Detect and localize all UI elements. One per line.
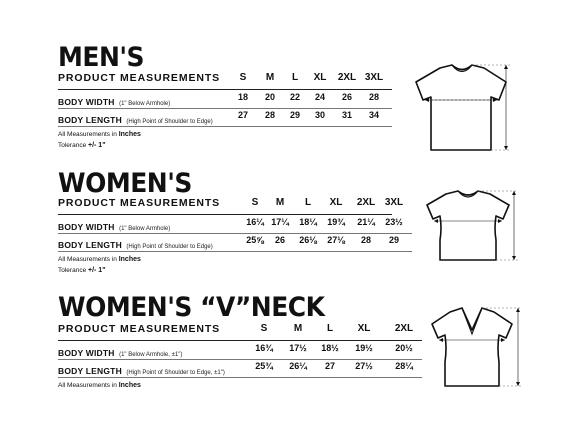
value: 28 (264, 110, 275, 120)
note-text: All Measurements in (58, 131, 119, 138)
row-label (58, 361, 225, 379)
value: 28 (360, 235, 371, 245)
womens-body-length-row (58, 233, 412, 252)
row-label-sub: (1" Below Armhole) (119, 226, 171, 232)
measurement-unit-note (58, 129, 141, 140)
vneck-tshirt-diagram (420, 304, 532, 394)
size-m: M (293, 323, 303, 334)
vneck-title: WOMEN'S “V”NECK (58, 291, 325, 323)
value: 19¾ (327, 217, 345, 227)
size-m: M (265, 72, 275, 83)
value: 17¼ (271, 217, 289, 227)
vneck-header-row (58, 322, 422, 341)
value: 31 (341, 110, 352, 120)
value: 27½ (355, 361, 373, 371)
note-unit: Inches (118, 382, 141, 389)
value: 24 (314, 92, 325, 102)
row-label-main: BODY LENGTH (58, 366, 122, 376)
womens-tshirt-diagram (412, 188, 532, 270)
value: 16¼ (246, 217, 264, 227)
note-text: Tolerance (58, 267, 88, 274)
womens-title: WOMEN'S (58, 167, 192, 199)
size-2xl: 2XL (337, 72, 357, 83)
size-l: L (304, 197, 312, 208)
value: 34 (368, 110, 379, 120)
mens-body-width-row (58, 90, 392, 109)
row-label-sub: (High Point of Shoulder to Edge) (126, 244, 213, 250)
note-unit: Inches (118, 131, 141, 138)
value: 26⅛ (299, 235, 317, 245)
note-text: All Measurements in (58, 256, 119, 263)
size-m: M (275, 197, 285, 208)
value: 18 (237, 92, 248, 102)
size-xl: XL (357, 323, 371, 334)
value: 20 (264, 92, 275, 102)
mens-header-row (58, 71, 392, 90)
vneck-header-label: PRODUCT MEASUREMENTS (58, 323, 221, 335)
row-label-sub: (High Point of Shoulder to Edge) (126, 119, 213, 125)
womens-header-row (58, 196, 404, 215)
value: 26 (274, 235, 285, 245)
note-tolerance: +/- 1" (88, 142, 106, 149)
value: 17½ (289, 343, 307, 353)
value: 28 (368, 92, 379, 102)
value: 25¾ (255, 361, 273, 371)
value: 21¼ (357, 217, 375, 227)
note-tolerance: +/- 1" (88, 267, 106, 274)
value: 27 (237, 110, 248, 120)
value: 28¼ (395, 361, 413, 371)
womens-header-label: PRODUCT MEASUREMENTS (58, 197, 221, 209)
value: 27⅛ (327, 235, 345, 245)
row-label-main: BODY WIDTH (58, 97, 115, 107)
value: 29 (388, 235, 399, 245)
row-label-main: BODY LENGTH (58, 115, 122, 125)
row-label-sub: (High Point of Shoulder to Edge, ±1") (126, 370, 225, 376)
row-label-sub: (1" Below Armhole) (119, 101, 171, 107)
value: 22 (289, 92, 300, 102)
note-text: Tolerance (58, 142, 88, 149)
value: 30 (314, 110, 325, 120)
womens-notes (58, 254, 141, 276)
note-text: All Measurements in (58, 382, 119, 389)
size-3xl: 3XL (384, 197, 404, 208)
size-s: S (251, 197, 259, 208)
vneck-body-length-row (58, 359, 422, 378)
size-xl: XL (313, 72, 327, 83)
value: 26 (341, 92, 352, 102)
value: 18¼ (299, 217, 317, 227)
size-xl: XL (329, 197, 343, 208)
value: 19½ (355, 343, 373, 353)
size-2xl: 2XL (356, 197, 376, 208)
row-label-main: BODY LENGTH (58, 240, 122, 250)
note-unit: Inches (118, 256, 141, 263)
row-label (58, 235, 213, 253)
row-label-sub: (1" Below Armhole, ±1") (119, 352, 183, 358)
womens-body-width-row (58, 215, 412, 234)
size-3xl: 3XL (364, 72, 384, 83)
mens-tshirt-diagram (400, 60, 525, 160)
value: 25⅝ (246, 235, 264, 245)
value: 20½ (395, 343, 413, 353)
measurement-unit-note (58, 254, 141, 265)
value: 29 (289, 110, 300, 120)
size-2xl: 2XL (394, 323, 414, 334)
value: 18½ (321, 343, 339, 353)
vneck-body-width-row (58, 341, 422, 360)
row-label-main: BODY WIDTH (58, 222, 115, 232)
vneck-notes (58, 380, 141, 391)
row-label (58, 110, 213, 128)
size-s: S (260, 323, 268, 334)
value: 16¾ (255, 343, 273, 353)
row-label-main: BODY WIDTH (58, 348, 115, 358)
measurement-unit-note (58, 380, 141, 391)
size-l: L (326, 323, 334, 334)
mens-header-label: PRODUCT MEASUREMENTS (58, 72, 221, 84)
mens-body-length-row (58, 108, 392, 127)
tolerance-note (58, 265, 141, 276)
size-s: S (239, 72, 247, 83)
value: 27 (324, 361, 335, 371)
size-l: L (291, 72, 299, 83)
mens-title: MEN'S (58, 41, 145, 73)
value: 26¼ (289, 361, 307, 371)
value: 23½ (385, 217, 403, 227)
mens-notes (58, 129, 141, 151)
tolerance-note (58, 140, 141, 151)
